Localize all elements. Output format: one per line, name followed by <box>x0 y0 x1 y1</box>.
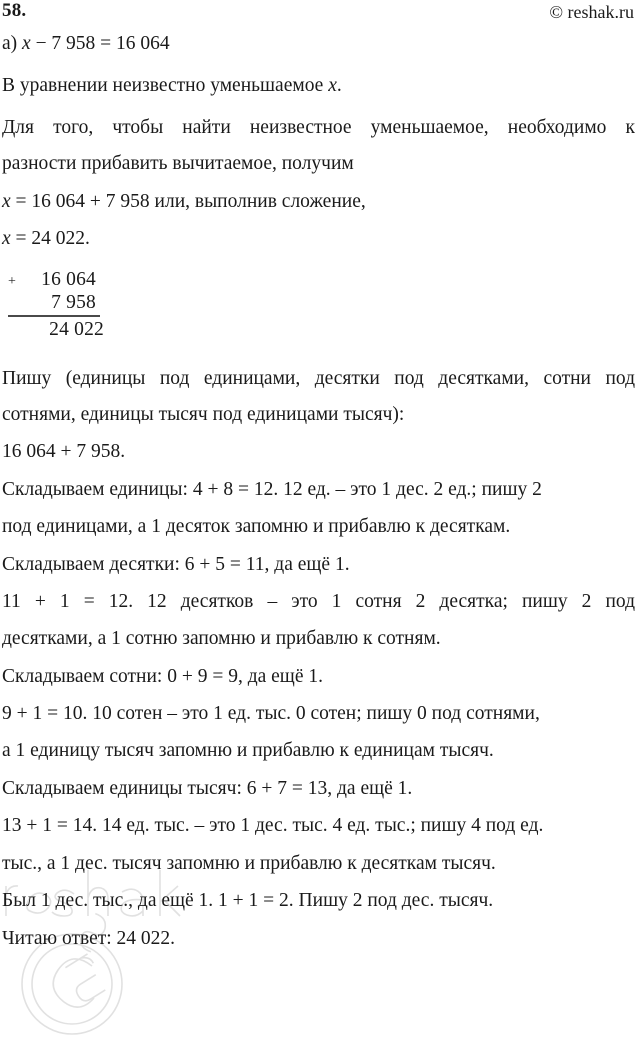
text-line: Для того, чтобы найти неизвестное уменьшаемое, необходимо к <box>2 117 635 138</box>
page-header <box>0 0 637 24</box>
text-line: Пишу (единицы под единицами, десятки под десятками, сотни под <box>2 368 635 389</box>
addend-two: 7 958 <box>51 292 96 313</box>
column-addition-first-row <box>8 268 104 291</box>
column-addition-rule <box>8 315 100 317</box>
text-line: Был 1 дес. тыс., да ещё 1. 1 + 1 = 2. Пишу 2 под дес. тысяч. <box>2 890 494 911</box>
text-line: сотнями, единицы тысяч под единицами тысяч): <box>2 404 405 425</box>
text-line: тыс., а 1 дес. тысяч запомню и прибавлю к десяткам тысяч. <box>2 853 496 874</box>
text-line: Складываем единицы тысяч: 6 + 7 = 13, да ещё 1. <box>2 778 413 799</box>
addend-one: 16 064 <box>41 269 96 290</box>
text-line: x = 24 022. <box>2 228 90 249</box>
text-line: Складываем десятки: 6 + 5 = 11, да ещё 1. <box>2 554 350 575</box>
text-line: под единицами, а 1 десяток запомню и прибавлю к десяткам. <box>2 516 511 537</box>
text-line: 13 + 1 = 14. 14 ед. тыс. – это 1 дес. тыс. 4 ед. тыс.; пишу 4 под ед. <box>2 815 544 836</box>
text-line: десятками, а 1 сотню запомню и прибавлю к сотням. <box>2 628 441 649</box>
text-line: В уравнении неизвестно уменьшаемое x. <box>2 75 342 96</box>
text-line: разности прибавить вычитаемое, получим <box>2 153 354 174</box>
column-addition-block <box>8 268 104 341</box>
text-line: Складываем единицы: 4 + 8 = 12. 12 ед. – это 1 дес. 2 ед.; пишу 2 <box>2 479 542 500</box>
task-number: 58. <box>2 0 27 21</box>
text-line: 9 + 1 = 10. 10 сотен – это 1 ед. тыс. 0 сотен; пишу 0 под сотнями, <box>2 703 540 724</box>
text-line: а 1 единицу тысяч запомню и прибавлю к единицам тысяч. <box>2 740 494 761</box>
text-line: x = 16 064 + 7 958 или, выполнив сложение, <box>2 191 366 212</box>
column-addition-sum-row <box>8 318 104 341</box>
text-line: 16 064 + 7 958. <box>2 441 126 462</box>
plus-operator-icon: + <box>8 274 16 289</box>
text-line: Складываем сотни: 0 + 9 = 9, да ещё 1. <box>2 666 323 687</box>
text-line: а) x − 7 958 = 16 064 <box>2 33 170 54</box>
text-line: 11 + 1 = 12. 12 десятков – это 1 сотня 2 десятка; пишу 2 под <box>2 591 635 612</box>
copyright-label: © reshak.ru <box>549 2 634 22</box>
column-addition-second-row <box>8 291 104 314</box>
text-line: Читаю ответ: 24 022. <box>2 928 176 949</box>
addition-sum: 24 022 <box>49 319 104 340</box>
